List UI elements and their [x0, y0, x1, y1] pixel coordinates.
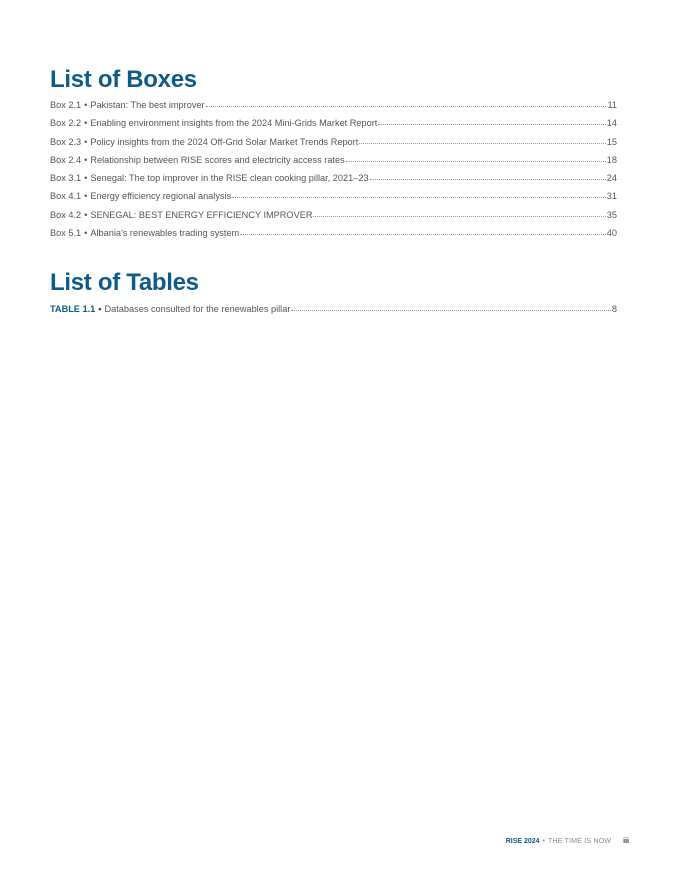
entry-title: Databases consulted for the renewables pillar	[104, 304, 291, 314]
footer-tagline: THE TIME IS NOW	[548, 838, 612, 845]
footer-brand: RISE 2024	[505, 838, 540, 845]
bullet-separator: •	[98, 304, 102, 314]
toc-entry-box-2-4[interactable]	[50, 155, 617, 173]
toc-entry-box-2-2[interactable]	[50, 118, 617, 136]
dot-leader	[370, 179, 606, 180]
entry-title: Energy efficiency regional analysis	[90, 191, 232, 202]
list-of-boxes-heading: List of Boxes	[50, 66, 197, 93]
entry-page-number: 8	[611, 304, 617, 314]
entry-title: SENEGAL: BEST ENERGY EFFICIENCY IMPROVER	[90, 209, 313, 220]
entry-page-number: 14	[606, 118, 617, 129]
toc-entry-box-3-1[interactable]	[50, 173, 617, 191]
entry-page-number: 24	[606, 173, 617, 184]
bullet-separator: •	[84, 100, 88, 110]
entry-label: Box 2.1	[50, 100, 82, 110]
bullet-separator: •	[84, 173, 88, 184]
footer-separator: •	[542, 838, 545, 845]
entry-title: Pakistan: The best improver	[90, 100, 205, 110]
entry-page-number: 31	[606, 191, 617, 202]
dot-leader	[206, 106, 607, 107]
bullet-separator: •	[84, 118, 88, 129]
dot-leader	[291, 310, 610, 311]
list-of-tables	[50, 304, 617, 322]
bullet-separator: •	[84, 228, 88, 239]
entry-label: Box 4.1	[50, 191, 82, 202]
entry-label: Box 5.1	[50, 228, 82, 239]
entry-title: Policy insights from the 2024 Off-Grid Solar Market Trends Report	[90, 136, 359, 147]
list-of-tables-heading: List of Tables	[50, 269, 199, 296]
entry-title: Enabling environment insights from the 2024 Mini-Grids Market Report	[90, 118, 378, 129]
entry-title: Albania's renewables trading system	[90, 228, 240, 239]
bullet-separator: •	[84, 209, 88, 220]
dot-leader	[232, 197, 606, 198]
toc-entry-box-4-2[interactable]	[50, 210, 617, 228]
dot-leader	[313, 216, 605, 217]
bullet-separator: •	[84, 136, 88, 147]
dot-leader	[240, 234, 606, 235]
entry-label: Box 3.1	[50, 173, 82, 184]
entry-label: Box 2.3	[50, 136, 82, 147]
entry-page-number: 15	[606, 136, 617, 147]
entry-title: Senegal: The top improver in the RISE clean cooking pillar, 2021–23	[90, 173, 369, 184]
page-footer	[506, 838, 629, 845]
toc-entry-table-1-1[interactable]	[50, 304, 617, 322]
entry-label: Box 2.2	[50, 118, 82, 129]
entry-label: TABLE 1.1	[50, 304, 96, 314]
toc-entry-box-5-1[interactable]	[50, 228, 617, 246]
bullet-separator: •	[84, 154, 88, 165]
entry-title: Relationship between RISE scores and electricity access rates	[90, 154, 345, 165]
toc-entry-box-4-1[interactable]	[50, 191, 617, 209]
entry-label: Box 2.4	[50, 154, 82, 165]
entry-page-number: 11	[607, 100, 617, 110]
dot-leader	[378, 124, 605, 125]
page-number: iii	[623, 838, 629, 845]
bullet-separator: •	[84, 191, 88, 202]
toc-entry-box-2-3[interactable]	[50, 137, 617, 155]
list-of-boxes	[50, 100, 617, 246]
entry-label: Box 4.2	[50, 209, 82, 220]
dot-leader	[346, 161, 606, 162]
entry-page-number: 35	[606, 209, 617, 220]
entry-page-number: 40	[606, 228, 617, 239]
dot-leader	[359, 143, 605, 144]
entry-page-number: 18	[606, 154, 617, 165]
toc-entry-box-2-1[interactable]	[50, 100, 617, 118]
